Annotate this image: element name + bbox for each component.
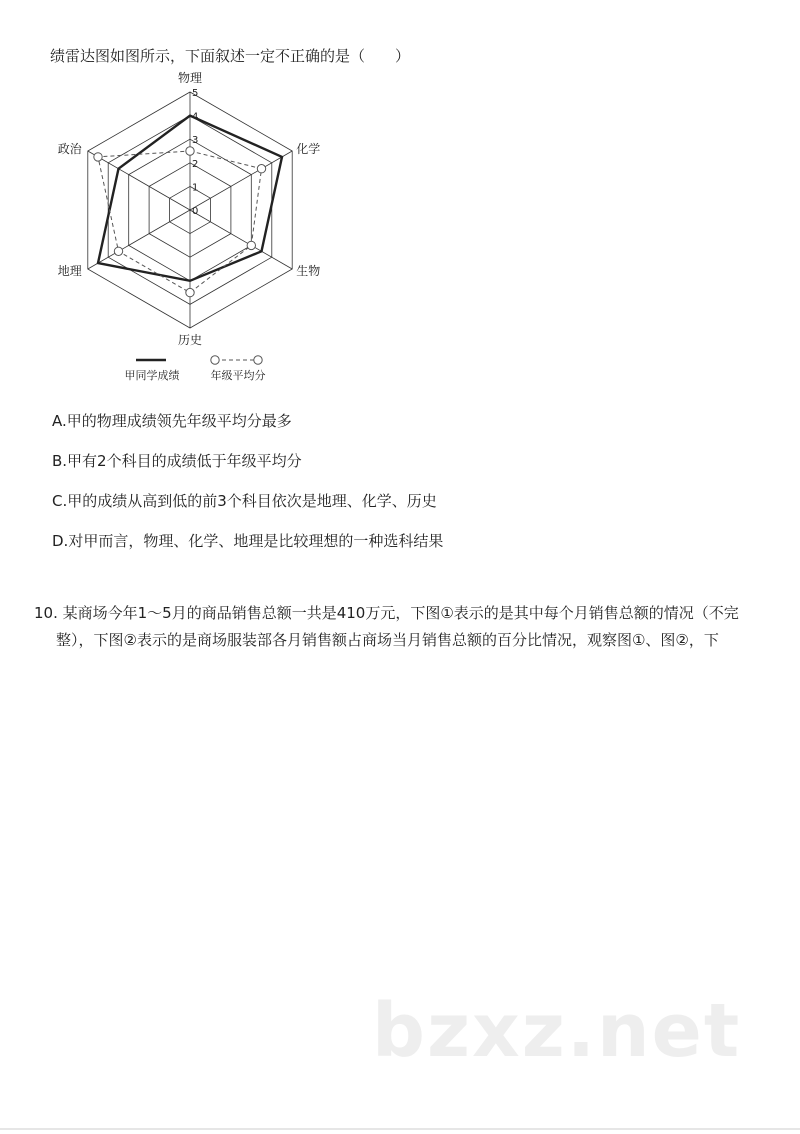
option-a: A.甲的物理成绩领先年级平均分最多 xyxy=(52,412,292,430)
series-2-point-6 xyxy=(94,153,102,161)
legend-marker-2b xyxy=(254,356,262,364)
radar-axis-labels xyxy=(58,70,320,347)
legend-marker-2a xyxy=(211,356,219,364)
radar-legend xyxy=(125,356,266,382)
tick-label-5: 5 xyxy=(192,88,199,99)
question-10-line-1: 10. 某商场今年1～5月的商品销售总额一共是410万元，下图①表示的是其中每个月销售总额的情况（不完 xyxy=(34,604,739,622)
question-intro: 绩雷达图如图所示，下面叙述一定不正确的是（ ） xyxy=(50,47,411,65)
tick-label-3: 3 xyxy=(192,135,199,147)
tick-label-2: 2 xyxy=(192,158,199,170)
series-2-point-4 xyxy=(186,288,194,296)
option-c: C.甲的成绩从高到低的前3个科目依次是地理、化学、历史 xyxy=(52,492,437,510)
axis-label-6: 政治 xyxy=(57,142,82,156)
option-b: B.甲有2个科目的成绩低于年级平均分 xyxy=(52,452,302,470)
legend-label-1: 甲同学成绩 xyxy=(124,369,180,382)
page-bottom-rule xyxy=(0,1128,800,1130)
series-2-point-2 xyxy=(257,165,265,173)
axis-label-1: 物理 xyxy=(177,71,203,85)
radar-series xyxy=(94,116,282,297)
axis-label-3: 生物 xyxy=(296,264,321,278)
axis-label-4: 历史 xyxy=(177,333,203,347)
question-10-line-2: 整），下图②表示的是商场服装部各月销售额占商场当月销售总额的百分比情况，观察图①、图②，下 xyxy=(56,631,719,649)
axis-label-2: 化学 xyxy=(296,142,321,156)
series-2-point-5 xyxy=(114,247,122,255)
series-2-point-1 xyxy=(186,147,194,155)
legend-label-2: 年级平均分 xyxy=(210,369,266,382)
option-d: D.对甲而言，物理、化学、地理是比较理想的一种选科结果 xyxy=(52,532,444,550)
tick-label-4: 4 xyxy=(192,111,199,123)
series-2-point-3 xyxy=(247,241,255,249)
watermark: bzxz.net xyxy=(372,988,742,1074)
series-line-2 xyxy=(98,151,262,293)
radar-chart xyxy=(40,68,360,398)
tick-label-0: 0 xyxy=(192,206,199,217)
spoke-6 xyxy=(88,151,190,210)
axis-label-5: 地理 xyxy=(57,264,82,278)
tick-label-1: 1 xyxy=(192,182,199,194)
